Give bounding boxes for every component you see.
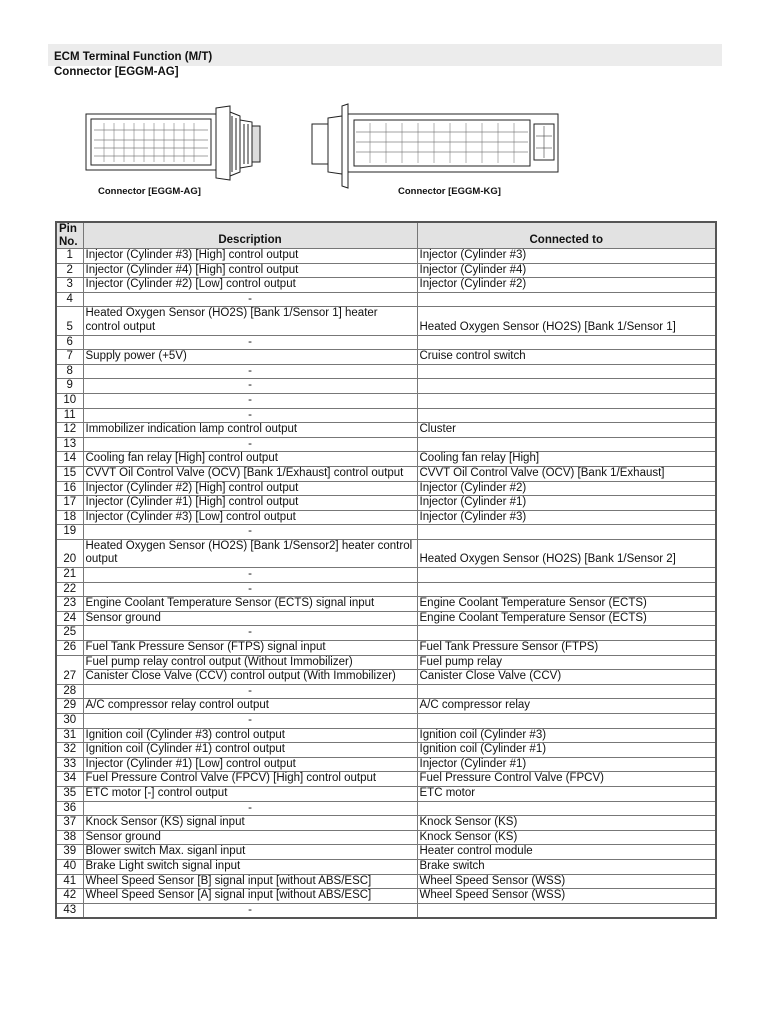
pin-description: - [83,714,417,729]
pin-description: - [83,801,417,816]
pin-description: Injector (Cylinder #2) [High] control output [83,481,417,496]
table-row [56,496,716,511]
pin-description: Ignition coil (Cylinder #1) control output [83,743,417,758]
table-row [56,307,716,335]
pin-connected-to [417,525,716,540]
pin-connected-to: Ignition coil (Cylinder #1) [417,743,716,758]
pin-description: - [83,393,417,408]
pin-number: 17 [56,496,83,511]
pin-number: 2 [56,263,83,278]
table-row [56,626,716,641]
pin-number: 30 [56,714,83,729]
pin-number: 13 [56,437,83,452]
table-row [56,786,716,801]
pin-number: 12 [56,423,83,438]
table-row [56,568,716,583]
col-header-pin [56,222,83,249]
table-row [56,743,716,758]
pin-description: - [83,437,417,452]
pin-description: Fuel Tank Pressure Sensor (FTPS) signal input [83,641,417,656]
pin-number: 23 [56,597,83,612]
table-row [56,335,716,350]
pin-connected-to: Cluster [417,423,716,438]
pin-description: CVVT Oil Control Valve (OCV) [Bank 1/Exhaust] control output [83,466,417,481]
table-row [56,889,716,904]
pin-connected-to: Injector (Cylinder #1) [417,496,716,511]
pin-description: - [83,292,417,307]
pin-description: Sensor ground [83,830,417,845]
pin-description: - [83,335,417,350]
table-row [56,249,716,264]
table-row [56,539,716,567]
table-row [56,379,716,394]
pin-number: 10 [56,393,83,408]
pin-number: 19 [56,525,83,540]
pin-number: 39 [56,845,83,860]
pin-description: Blower switch Max. siganl input [83,845,417,860]
pin-connected-to [417,801,716,816]
pin-number: 25 [56,626,83,641]
table-row [56,466,716,481]
pin-connected-to: Knock Sensor (KS) [417,830,716,845]
connector-eggm-kg-drawing [312,104,558,188]
pin-number: 41 [56,874,83,889]
pin-connected-to: Wheel Speed Sensor (WSS) [417,889,716,904]
table-row [56,611,716,626]
pin-description: Injector (Cylinder #2) [Low] control output [83,278,417,293]
pin-number: 26 [56,641,83,656]
pin-connected-to: Cruise control switch [417,350,716,365]
connector-figure [80,96,580,208]
table-body [56,249,716,919]
pin-number: 28 [56,684,83,699]
table-row [56,699,716,714]
page-subtitle: Connector [EGGM-AG] [54,66,179,78]
pin-description: - [83,379,417,394]
pin-description: A/C compressor relay control output [83,699,417,714]
pin-description: ETC motor [-] control output [83,786,417,801]
pin-connected-to: CVVT Oil Control Valve (OCV) [Bank 1/Exhaust] [417,466,716,481]
table-row [56,263,716,278]
table-row [56,670,716,685]
pin-connected-to: Injector (Cylinder #1) [417,757,716,772]
table-row [56,350,716,365]
pin-connected-to [417,437,716,452]
pin-number: 3 [56,278,83,293]
pin-connected-to: Fuel pump relay [417,655,716,670]
table-row [56,757,716,772]
table-row [56,772,716,787]
pin-number: 4 [56,292,83,307]
pin-number: 22 [56,582,83,597]
pin-connected-to [417,393,716,408]
pin-description: - [83,903,417,918]
pin-connected-to: Heated Oxygen Sensor (HO2S) [Bank 1/Sensor 2] [417,539,716,567]
pin-number: 21 [56,568,83,583]
pin-description: - [83,582,417,597]
pin-connected-to: Engine Coolant Temperature Sensor (ECTS) [417,611,716,626]
table-row [56,278,716,293]
table-header-row [56,222,716,249]
table-row [56,292,716,307]
pin-description: Knock Sensor (KS) signal input [83,816,417,831]
pin-description: Heated Oxygen Sensor (HO2S) [Bank 1/Sensor2] heater control output [83,539,417,567]
table-row [56,423,716,438]
table-row [56,830,716,845]
table-row [56,481,716,496]
pin-description: Ignition coil (Cylinder #3) control output [83,728,417,743]
col-header-pin-l2: No. [59,235,78,248]
pin-connected-to: Heated Oxygen Sensor (HO2S) [Bank 1/Sensor 1] [417,307,716,335]
pin-description: - [83,364,417,379]
pin-description: Canister Close Valve (CCV) control output (With Immobilizer) [83,670,417,685]
pin-number: 35 [56,786,83,801]
pin-connected-to: ETC motor [417,786,716,801]
pin-number: 31 [56,728,83,743]
table-row [56,714,716,729]
pin-connected-to: Injector (Cylinder #3) [417,249,716,264]
table-row [56,364,716,379]
pin-description: Injector (Cylinder #1) [Low] control output [83,757,417,772]
pin-description: Cooling fan relay [High] control output [83,452,417,467]
pin-number: 32 [56,743,83,758]
table-row [56,525,716,540]
pin-number: 34 [56,772,83,787]
pin-connected-to [417,292,716,307]
pin-description: Supply power (+5V) [83,350,417,365]
table-row [56,655,716,670]
pin-connected-to: Heater control module [417,845,716,860]
pin-description: - [83,408,417,423]
pin-description: Wheel Speed Sensor [B] signal input [without ABS/ESC] [83,874,417,889]
pin-description: Injector (Cylinder #3) [Low] control output [83,510,417,525]
table-row [56,845,716,860]
pin-number: 14 [56,452,83,467]
pin-connected-to [417,903,716,918]
pin-number: 43 [56,903,83,918]
pin-number: 33 [56,757,83,772]
table-row [56,641,716,656]
pin-description: Wheel Speed Sensor [A] signal input [without ABS/ESC] [83,889,417,904]
pin-number: 18 [56,510,83,525]
pin-description: - [83,684,417,699]
pin-description: Fuel Pressure Control Valve (FPCV) [High] control output [83,772,417,787]
pin-connected-to [417,568,716,583]
pin-number: 24 [56,611,83,626]
pin-connected-to: Ignition coil (Cylinder #3) [417,728,716,743]
pin-description: Injector (Cylinder #1) [High] control output [83,496,417,511]
pin-connected-to: Brake switch [417,859,716,874]
table-row [56,437,716,452]
pin-number: 29 [56,699,83,714]
table-row [56,510,716,525]
pin-number: 1 [56,249,83,264]
connector-eggm-ag-drawing [86,106,260,180]
pin-number: 7 [56,350,83,365]
pin-description: Immobilizer indication lamp control output [83,423,417,438]
pin-connected-to: Cooling fan relay [High] [417,452,716,467]
pin-description: Injector (Cylinder #3) [High] control output [83,249,417,264]
table-row [56,903,716,918]
pin-description: - [83,525,417,540]
table-row [56,816,716,831]
page-title: ECM Terminal Function (M/T) [54,51,213,63]
pin-connected-to: Canister Close Valve (CCV) [417,670,716,685]
pin-number: 38 [56,830,83,845]
pin-number: 40 [56,859,83,874]
col-header-pin-l1: Pin [59,223,77,235]
pin-number: 20 [56,539,83,567]
pin-description: Brake Light switch signal input [83,859,417,874]
pin-connected-to [417,364,716,379]
table-row [56,582,716,597]
pin-number: 15 [56,466,83,481]
pin-description: Injector (Cylinder #4) [High] control output [83,263,417,278]
table-row [56,452,716,467]
pin-number: 27 [56,655,83,684]
pin-number: 42 [56,889,83,904]
table-row [56,728,716,743]
pin-connected-to [417,582,716,597]
pin-number: 5 [56,307,83,335]
pin-connected-to [417,379,716,394]
pin-connected-to: Engine Coolant Temperature Sensor (ECTS) [417,597,716,612]
table-row [56,684,716,699]
pin-connected-to [417,335,716,350]
pin-connected-to: Injector (Cylinder #3) [417,510,716,525]
pin-connected-to [417,626,716,641]
pin-connected-to [417,714,716,729]
pin-description: Sensor ground [83,611,417,626]
pin-connected-to [417,684,716,699]
caption-eggm-ag: Connector [EGGM-AG] [98,186,201,197]
pin-description: Heated Oxygen Sensor (HO2S) [Bank 1/Sensor 1] heater control output [83,307,417,335]
pin-number: 16 [56,481,83,496]
table-row [56,874,716,889]
pin-connected-to: Injector (Cylinder #4) [417,263,716,278]
pin-number: 36 [56,801,83,816]
table-row [56,393,716,408]
pin-number: 37 [56,816,83,831]
terminal-function-table [55,221,717,919]
col-header-description: Description [83,222,417,249]
col-header-connected: Connected to [417,222,716,249]
pin-description: - [83,626,417,641]
table-row [56,801,716,816]
pin-connected-to: Fuel Pressure Control Valve (FPCV) [417,772,716,787]
pin-connected-to: A/C compressor relay [417,699,716,714]
pin-description: Fuel pump relay control output (Without Immobilizer) [83,655,417,670]
pin-number: 8 [56,364,83,379]
pin-connected-to: Fuel Tank Pressure Sensor (FTPS) [417,641,716,656]
table-row [56,597,716,612]
pin-number: 9 [56,379,83,394]
pin-connected-to [417,408,716,423]
pin-number: 6 [56,335,83,350]
pin-connected-to: Injector (Cylinder #2) [417,481,716,496]
pin-connected-to: Wheel Speed Sensor (WSS) [417,874,716,889]
pin-description: Engine Coolant Temperature Sensor (ECTS) signal input [83,597,417,612]
caption-eggm-kg: Connector [EGGM-KG] [398,186,501,197]
table-row [56,859,716,874]
pin-number: 11 [56,408,83,423]
pin-connected-to: Injector (Cylinder #2) [417,278,716,293]
table-row [56,408,716,423]
pin-connected-to: Knock Sensor (KS) [417,816,716,831]
pin-description: - [83,568,417,583]
